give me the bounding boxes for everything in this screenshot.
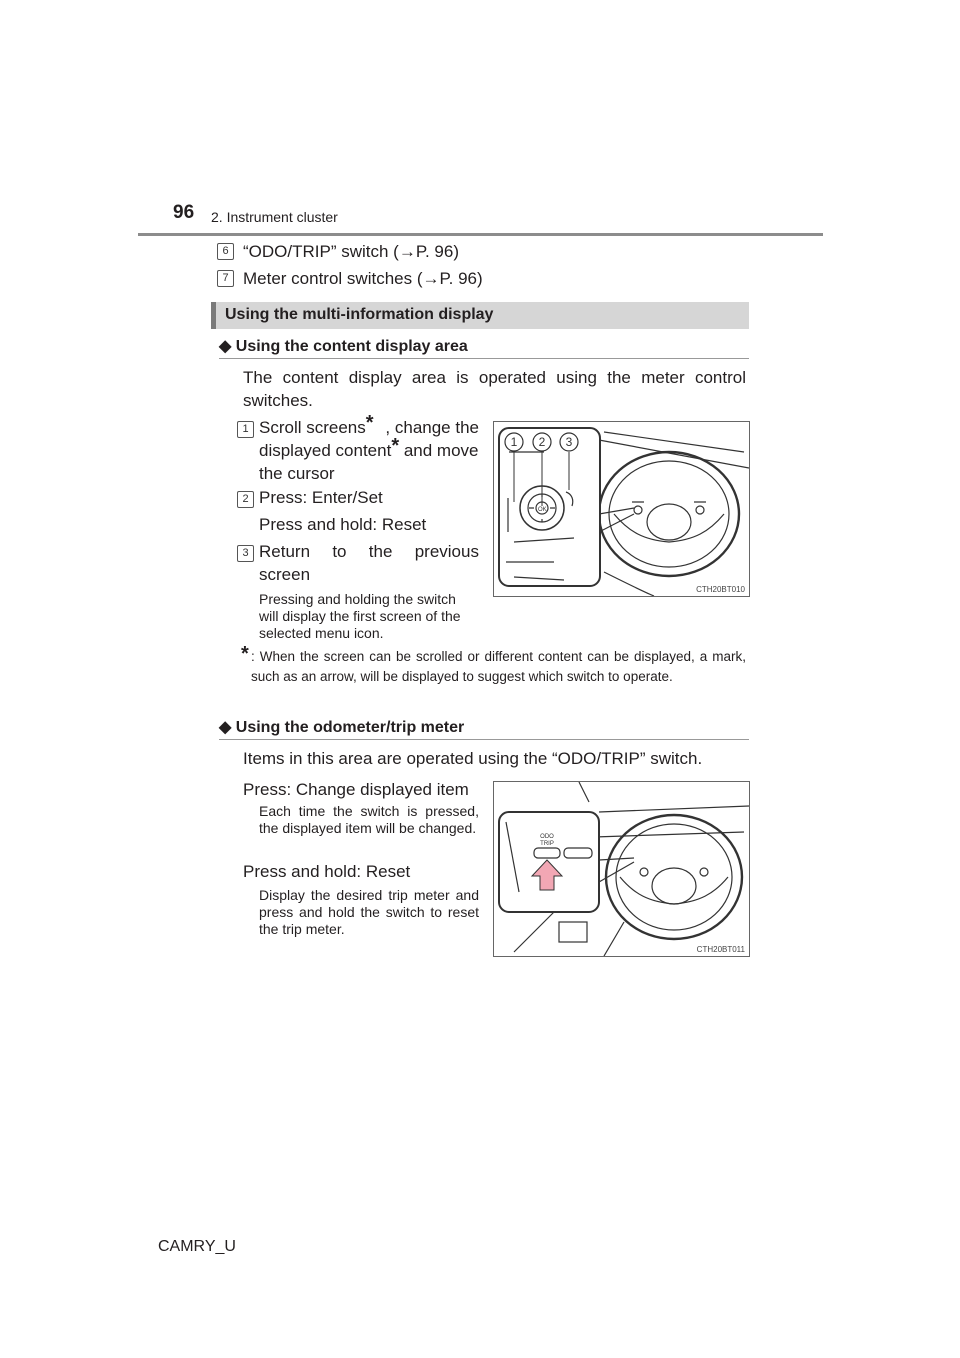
figure-code-2: CTH20BT011 [696,945,745,954]
subsection-rule [219,739,749,740]
item-odo-trip-switch: “ODO/TRIP” switch (→P. 96) [243,242,459,261]
item-press-hold-reset: Press and hold: Reset [259,515,427,534]
figure-code-1: CTH20BT010 [696,585,745,594]
diamond-icon: ◆ [219,338,232,355]
odo-switch-label: ODO [540,834,554,840]
subsection-heading-odo [219,717,464,737]
item-number-7: 7 [217,270,234,287]
item-press-enter: Press: Enter/Set [259,488,383,507]
footnote: * : When the screen can be scrolled or different content can be displayed, a mark, such as an arrow, will be displayed to suggest which switch to operate. [241,643,746,684]
figure-odo-trip-switch [493,781,750,957]
callout-2-label: 2 [538,435,546,449]
page-number: 96 [173,202,195,223]
item-scroll-screens: Scroll screens* , change the displayed content* and move the cursor [259,412,479,483]
steering-wheel-illustration [494,422,749,596]
section-heading-bar [211,302,749,329]
subsection-heading-text: Using the odometer/trip meter [235,719,465,736]
header-rule [138,233,823,236]
item-number-6: 6 [217,243,234,260]
odo-hold: Press and hold: Reset [243,862,411,881]
item-meter-control-switches: Meter control switches (→P. 96) [243,269,483,288]
note-press-hold: Pressing and holding the switch will display the first screen of the selected menu icon. [259,591,461,641]
odo-switch-illustration [494,782,749,956]
item-number-1: 1 [237,421,254,438]
section-title: Using the multi-information display [225,306,494,323]
odo-press: Press: Change displayed item [243,780,469,799]
diamond-icon: ◆ [219,719,232,736]
odo-press-note: Each time the switch is pressed, the displayed item will be changed. [259,803,479,836]
figure-meter-control-switches [493,421,750,597]
item-number-3: 3 [237,545,254,562]
subsection-rule [219,358,749,359]
footer-model: CAMRY_U [158,1238,236,1255]
chapter-title: 2. Instrument cluster [211,209,338,225]
item-number-2: 2 [237,491,254,508]
content-area-intro: The content display area is operated using the meter control switches. [243,368,746,410]
trip-switch-label: TRIP [540,841,554,847]
section-marker [211,302,216,329]
item-return: Return to the previous screen [259,542,479,584]
ok-label: OK [538,507,547,513]
callout-3-label: 3 [565,435,573,449]
callout-1-label: 1 [510,435,518,449]
odo-hold-note: Display the desired trip meter and press and hold the switch to reset the trip meter. [259,887,479,937]
subsection-heading-content-area [219,336,468,356]
subsection-heading-text: Using the content display area [235,338,468,355]
odo-intro: Items in this area are operated using the “ODO/TRIP” switch. [243,749,703,768]
